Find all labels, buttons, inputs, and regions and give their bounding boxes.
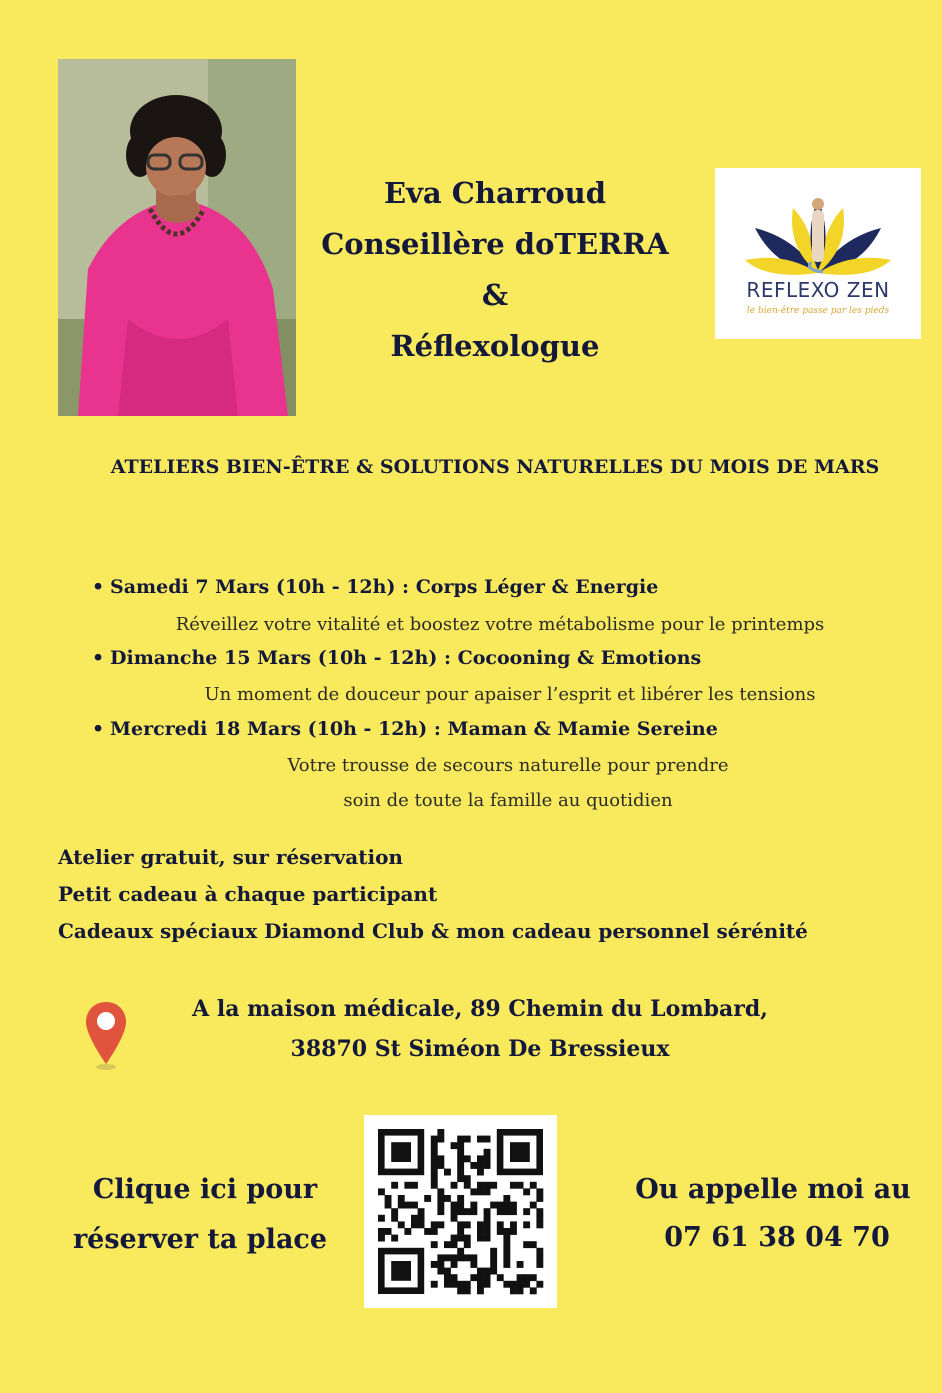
qr-code[interactable]	[364, 1115, 557, 1308]
event-3-title: • Mercredi 18 Mars (10h - 12h) : Maman & Mamie Sereine	[92, 718, 718, 740]
presenter-role-2: Réflexologue	[390, 329, 600, 363]
event-2-desc: Un moment de douceur pour apaiser l’esprit et libérer les tensions	[204, 684, 816, 705]
info-free-workshop: Atelier gratuit, sur réservation	[58, 845, 403, 869]
portrait-photo	[58, 59, 296, 416]
bullet-icon: •	[92, 718, 105, 740]
bullet-icon: •	[92, 576, 105, 598]
event-3-desc-line1: Votre trousse de secours naturelle pour prendre	[287, 755, 729, 776]
address-line-1: A la maison médicale, 89 Chemin du Lombard,	[192, 996, 768, 1022]
location-pin-icon	[84, 1000, 128, 1072]
info-gift: Petit cadeau à chaque participant	[58, 882, 438, 906]
reserve-line-2[interactable]: réserver ta place	[72, 1224, 328, 1255]
ampersand: &	[481, 278, 509, 312]
event-1-title: • Samedi 7 Mars (10h - 12h) : Corps Léger & Energie	[92, 576, 659, 598]
header-block	[300, 168, 690, 372]
phone-label: Ou appelle moi au	[635, 1174, 911, 1205]
logo-tagline: le bien-être passe par les pieds	[746, 306, 890, 316]
event-1-desc: Réveillez votre vitalité et boostez votre métabolisme pour le printemps	[175, 614, 825, 635]
bullet-icon: •	[92, 647, 105, 669]
info-diamond-club: Cadeaux spéciaux Diamond Club & mon cadeau personnel sérénité	[58, 919, 808, 943]
reflexo-zen-logo	[715, 168, 921, 339]
reserve-line-1[interactable]: Clique ici pour	[92, 1174, 318, 1205]
logo-brand-text: REFLEXO ZEN	[746, 278, 890, 302]
presenter-name: Eva Charroud	[383, 176, 607, 210]
event-3-desc-line2: soin de toute la famille au quotidien	[343, 790, 673, 811]
event-2-title: • Dimanche 15 Mars (10h - 12h) : Cocooning & Emotions	[92, 647, 702, 669]
ateliers-title: ATELIERS BIEN-ÊTRE & SOLUTIONS NATURELLES DU MOIS DE MARS	[110, 456, 880, 478]
phone-number[interactable]: 07 61 38 04 70	[664, 1222, 890, 1253]
address-line-2: 38870 St Siméon De Bressieux	[290, 1036, 670, 1062]
presenter-role: Conseillère doTERRA	[321, 227, 669, 261]
